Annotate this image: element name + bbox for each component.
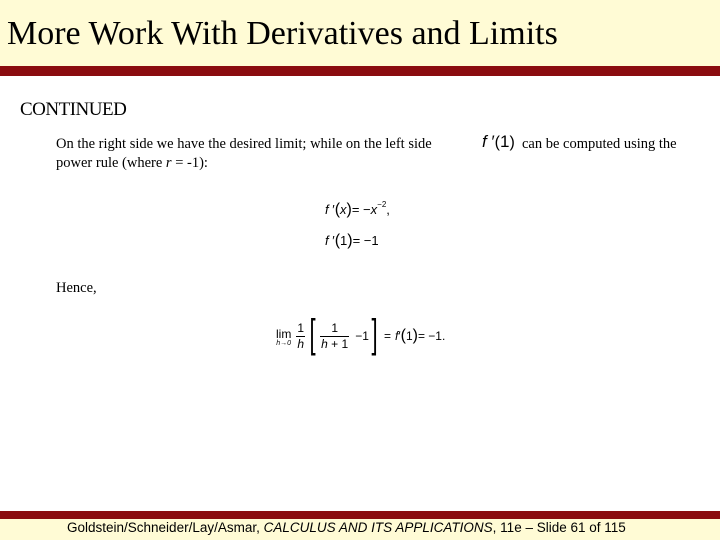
- inline-math-fprime1: f ′(1): [482, 132, 515, 151]
- paragraph-line1-after: can be computed using the: [522, 136, 677, 152]
- limit-operator: lim h→0: [276, 327, 292, 347]
- left-bracket: [: [309, 312, 316, 356]
- equation-derivative: f $'(x)= -x^{-2}$,: [325, 200, 390, 218]
- footer-book-title: CALCULUS AND ITS APPLICATIONS: [263, 520, 493, 535]
- footer-slide-number: , 11e – Slide 61 of 115: [492, 520, 626, 535]
- top-accent-rule: [0, 66, 720, 76]
- fraction-1-over-h-plus-1: $\frac{1}{h + 1}$: [321, 320, 349, 351]
- section-heading: CONTINUED: [20, 99, 127, 120]
- footer-citation: [67, 519, 626, 536]
- right-bracket: ]: [371, 312, 378, 356]
- bottom-accent-rule: [0, 511, 720, 519]
- fraction-1-over-h: $\frac{1}{h}$: [297, 320, 305, 351]
- hence-label: Hence,: [56, 280, 97, 296]
- limit-equation: lim h→0 $\frac{1}{h}$ [ $\frac{1}{h + 1}$ −1 ] = f ′ ( 1 ) = −1.: [276, 312, 446, 356]
- paragraph-line1-before: On the right side we have the desired limit; while on the left side: [56, 136, 432, 152]
- slide-title: More Work With Derivatives and Limits: [7, 15, 558, 52]
- paragraph-line2: power rule (where r = -1):: [56, 155, 208, 171]
- equation-derivative-at-1: f ′(1)= −1: [325, 232, 379, 249]
- footer-authors: Goldstein/Schneider/Lay/Asmar,: [67, 520, 264, 535]
